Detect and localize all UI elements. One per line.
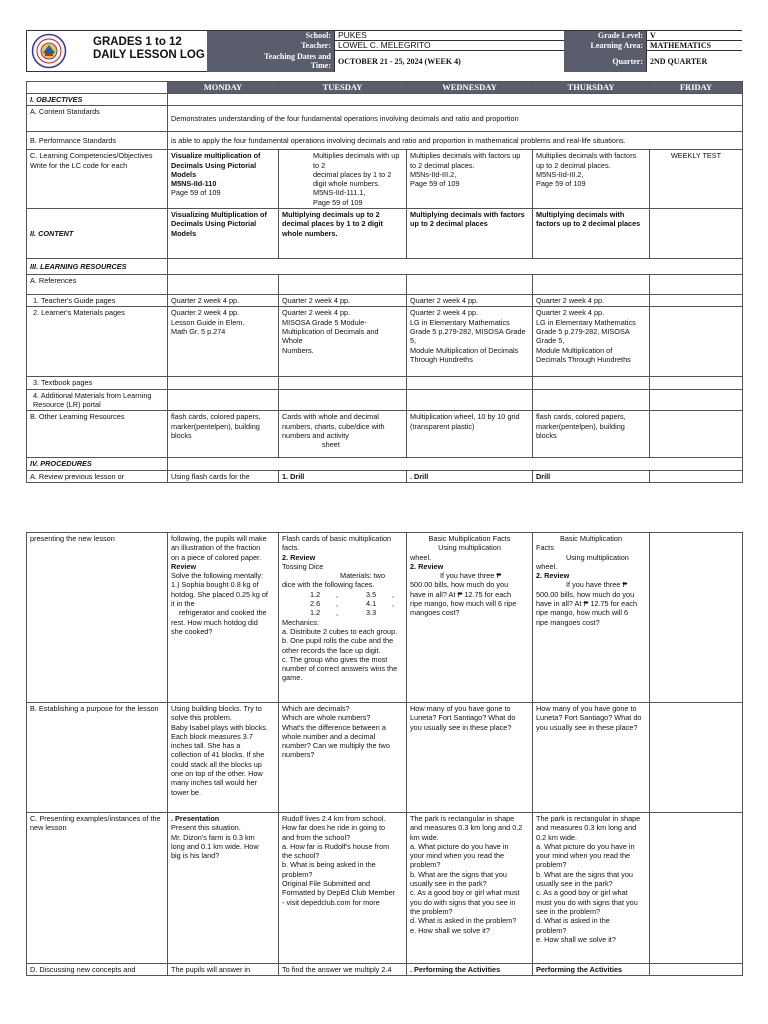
mon-comp-line: Visualize multiplication of bbox=[171, 151, 261, 161]
review-line: wheel. bbox=[536, 561, 558, 571]
objectives-row bbox=[27, 94, 743, 106]
review-line: 1.) Sophia bought 0.8 kg of bbox=[171, 580, 259, 590]
other-line: numbers, charts, cube/dice with bbox=[282, 421, 385, 431]
lm-line: LG in Elementary Mathematics bbox=[536, 317, 636, 327]
review-line: wheel. bbox=[410, 552, 432, 562]
purpose-row bbox=[27, 703, 743, 813]
header-info-grid bbox=[207, 31, 742, 72]
other-resources-row bbox=[27, 411, 743, 458]
purpose-line: Baby Isabel plays with blocks. bbox=[171, 722, 268, 732]
tue-comp-line: digit whole numbers. bbox=[313, 179, 380, 189]
content-row bbox=[27, 209, 743, 259]
dice-face-row bbox=[282, 599, 403, 608]
purpose-line: Luneta? Fort Santiago? What do bbox=[536, 713, 642, 723]
examples-line: usually see in the park? bbox=[410, 879, 487, 889]
review-friday bbox=[650, 533, 743, 703]
thu-comp-code: M5NS-IId-III.2, bbox=[536, 169, 584, 179]
monday-competency bbox=[168, 150, 279, 209]
examples-monday bbox=[168, 813, 279, 964]
grade-level-value: V bbox=[646, 31, 742, 41]
review-line: Materials: two bbox=[340, 571, 386, 581]
examples-friday bbox=[650, 813, 743, 964]
other-line: Cards with whole and decimal bbox=[282, 412, 379, 422]
examples-tuesday bbox=[279, 813, 407, 964]
lm-line: Quarter 2 week 4 pp. bbox=[536, 308, 605, 318]
dice-face: 3.5 bbox=[366, 589, 377, 599]
examples-line: The park is rectangular in shape bbox=[410, 814, 515, 823]
learners-materials-row bbox=[27, 307, 743, 377]
lm-line: Grade 5, bbox=[536, 336, 565, 346]
review-line: it in the bbox=[171, 599, 195, 609]
purpose-line: How many of you have gone to bbox=[410, 704, 511, 713]
purpose-line: Which are decimals? bbox=[282, 704, 350, 713]
purpose-line: tower be. bbox=[171, 787, 202, 797]
lm-line: Through Hundreths bbox=[410, 354, 473, 364]
purpose-monday bbox=[168, 703, 279, 813]
purpose-line: you usually see in these place? bbox=[536, 722, 638, 732]
review-line: an illustration of the fraction bbox=[171, 543, 261, 553]
examples-line: e. How shall we solve it? bbox=[536, 934, 616, 944]
lm-line: 5, bbox=[410, 336, 417, 346]
examples-line: the school? bbox=[282, 851, 320, 861]
examples-line: c. As a good boy or girl what must bbox=[410, 888, 520, 898]
review-line: 500.00 bills, how much do you bbox=[410, 580, 509, 590]
thu-comp-line: up to 2 decimal places. bbox=[536, 160, 611, 170]
examples-line: d. What is asked in the problem? bbox=[410, 916, 517, 926]
lm-line: Module Multiplication of Decimals bbox=[410, 345, 519, 355]
purpose-tuesday bbox=[279, 703, 407, 813]
references-thu bbox=[533, 275, 650, 295]
dates-label bbox=[207, 51, 334, 72]
review-line: Facts bbox=[536, 543, 554, 553]
additional-materials-row bbox=[27, 389, 743, 411]
lm-line: Grade 5 p.279-282, MISOSA Grade bbox=[410, 326, 526, 336]
review-heading: 2. Review bbox=[536, 571, 570, 581]
procedures-empty bbox=[168, 458, 743, 470]
purpose-line: numbers? bbox=[282, 750, 315, 760]
examples-line: problem? bbox=[536, 860, 567, 870]
examples-line: - visit depedclub.com for more bbox=[282, 897, 380, 907]
review-line: Basic Multiplication bbox=[559, 534, 623, 543]
additional-materials-label: 4. Additional Materials from Learning Resource (LR) portal bbox=[27, 389, 168, 411]
review-heading: 2. Review bbox=[410, 561, 444, 571]
section-content: II. CONTENT bbox=[27, 209, 168, 259]
friday-weekly-test: WEEKLY TEST bbox=[650, 150, 743, 209]
purpose-line: What's the difference between a bbox=[282, 722, 386, 732]
lm-line: Lesson Guide in Elem. bbox=[171, 317, 245, 327]
purpose-line: you usually see in these place? bbox=[410, 722, 512, 732]
review-line: c. The group who gives the most bbox=[282, 654, 388, 664]
wed-comp-code: M5Ns-IId-III.2, bbox=[410, 169, 457, 179]
dice-sep: , bbox=[392, 599, 395, 609]
tue-comp-code: M5NS-IId-111.1, bbox=[313, 188, 366, 198]
school-label: School: bbox=[207, 31, 334, 41]
examples-line: your mind when you read the bbox=[536, 851, 631, 861]
procedures-row bbox=[27, 458, 743, 470]
tg-monday: Quarter 2 week 4 pp. bbox=[168, 295, 279, 307]
learning-area-value: MATHEMATICS bbox=[646, 41, 742, 51]
wed-comp-line: to 2 decimal places. bbox=[410, 160, 475, 170]
references-row bbox=[27, 275, 743, 295]
lm-line: Whole bbox=[282, 336, 303, 346]
discuss-tuesday: To find the answer we multiply 2.4 bbox=[279, 964, 407, 976]
performance-standards-row bbox=[27, 132, 743, 150]
review-wednesday-top: . Drill bbox=[407, 470, 533, 482]
tb-thu bbox=[533, 377, 650, 389]
review-line: b. One pupil rolls the cube and the bbox=[282, 636, 394, 646]
examples-line: d. What is asked in the bbox=[536, 916, 610, 926]
review-line: a. Distribute 2 cubes to each group. bbox=[282, 626, 398, 636]
examples-line: and measures 0.3 km long and 0.2 bbox=[410, 823, 523, 833]
content-standards-text: Demonstrates understanding of the four fundamental operations involving decimals and ratio and proportion bbox=[168, 106, 743, 132]
review-line: other records the face up digit. bbox=[282, 645, 381, 655]
examples-line: b. What is being asked in the bbox=[282, 860, 376, 870]
am-fri bbox=[650, 389, 743, 411]
purpose-line: Luneta? Fort Santiago? What do bbox=[410, 713, 516, 723]
section-objectives: I. OBJECTIVES bbox=[27, 94, 168, 106]
examples-line: big is his land? bbox=[171, 851, 220, 861]
objectives-empty bbox=[168, 94, 743, 106]
purpose-line: whole number and a decimal bbox=[282, 731, 376, 741]
resources-empty bbox=[168, 259, 743, 275]
review-wednesday bbox=[407, 533, 533, 703]
tue-comp-page: Page 59 of 109 bbox=[313, 197, 363, 207]
examples-line: Rudolf lives 2.4 km from school. bbox=[282, 814, 386, 823]
review-line: ripe mangoes cost? bbox=[536, 617, 600, 627]
tue-comp-line: decimal places by 1 to 2 bbox=[313, 169, 392, 179]
review-friday-top bbox=[650, 470, 743, 482]
review-line: following, the pupils will make bbox=[171, 534, 267, 543]
purpose-line: could stack all the blocks up bbox=[171, 759, 262, 769]
review-tuesday bbox=[279, 533, 407, 703]
purpose-line: number? Can we multiply the two bbox=[282, 741, 390, 751]
competencies-label: C. Learning Competencies/Objectives Write for the LC code for each bbox=[27, 150, 168, 209]
review-line: 500.00 bills, how much do you bbox=[536, 589, 635, 599]
thursday-content: Multiplying decimals with factors up to 2 decimal places bbox=[533, 209, 650, 259]
other-monday: flash cards, colored papers, marker(pentelpen), building blocks bbox=[168, 411, 279, 458]
discuss-monday: The pupils will answer in bbox=[168, 964, 279, 976]
dice-sep: , bbox=[336, 589, 339, 599]
examples-line: How far does he ride in going to bbox=[282, 823, 386, 833]
performance-standards-text: is able to apply the four fundamental operations involving decimals and ratio and proportion in mathematical problems and real-life situations. bbox=[168, 132, 743, 150]
review-line: If you have three ₱ bbox=[566, 580, 628, 590]
examples-line: problem? bbox=[410, 860, 441, 870]
review-line: number of correct answers wins the bbox=[282, 664, 398, 674]
teachers-guide-row bbox=[27, 295, 743, 307]
thu-comp-line: Multiplies decimals with factors bbox=[536, 151, 637, 161]
review-heading: 2. Review bbox=[282, 552, 316, 562]
lm-wednesday bbox=[407, 307, 533, 377]
examples-line: b. What are the signs that you bbox=[536, 869, 633, 879]
lesson-log-table-page-1 bbox=[26, 81, 743, 483]
am-tue bbox=[279, 389, 407, 411]
mon-comp-line: Decimals Using Pictorial bbox=[171, 160, 257, 170]
examples-line: 0.2 km wide. bbox=[536, 832, 577, 842]
references-label: A. References bbox=[27, 275, 168, 295]
examples-line: long and 0.1 km wide. How bbox=[171, 841, 259, 851]
section-procedures: IV. PROCEDURES bbox=[27, 458, 168, 470]
lesson-log-table-page-2 bbox=[26, 532, 743, 976]
examples-line: a. How far is Rudolf's house from bbox=[282, 841, 390, 851]
am-mon bbox=[168, 389, 279, 411]
lm-line: Decimals Through Hundreths bbox=[536, 354, 631, 364]
references-mon bbox=[168, 275, 279, 295]
deped-seal-icon bbox=[29, 33, 69, 69]
dates-label-line-1: Teaching Dates and bbox=[264, 52, 331, 61]
day-header-thursday: THURSDAY bbox=[533, 82, 650, 94]
examples-line: c. As a good boy or girl what bbox=[536, 888, 628, 898]
friday-content bbox=[650, 209, 743, 259]
purpose-wednesday bbox=[407, 703, 533, 813]
review-line: Solve the following mentally: bbox=[171, 571, 264, 581]
examples-line: your mind when you read the bbox=[410, 851, 505, 861]
other-tuesday bbox=[279, 411, 407, 458]
content-standards-label: A. Content Standards bbox=[27, 106, 168, 132]
review-line: If you have three ₱ bbox=[440, 571, 502, 581]
teachers-guide-label: 1. Teacher's Guide pages bbox=[27, 295, 168, 307]
mon-comp-code: M5NS-IId-110 bbox=[171, 179, 217, 189]
wednesday-content: Multiplying decimals with factors up to 2 decimal places bbox=[407, 209, 533, 259]
performance-standards-label: B. Performance Standards bbox=[27, 132, 168, 150]
references-fri bbox=[650, 275, 743, 295]
other-thursday: flash cards, colored papers, marker(pentelpen), building blocks bbox=[533, 411, 650, 458]
dice-face-row bbox=[282, 608, 403, 617]
lm-line: Module Multiplication of bbox=[536, 345, 613, 355]
dice-face: 2.6 bbox=[310, 599, 321, 609]
dates-label-line-2: Time: bbox=[310, 61, 331, 70]
day-header-row bbox=[27, 82, 743, 94]
examples-line: problem? bbox=[282, 869, 313, 879]
examples-line: must you do with signs that you bbox=[536, 897, 638, 907]
review-monday bbox=[168, 533, 279, 703]
discuss-label: D. Discussing new concepts and bbox=[27, 964, 168, 976]
review-line: hotdog. She placed 0.25 kg of bbox=[171, 589, 268, 599]
examples-line: and from the school? bbox=[282, 832, 351, 842]
examples-line: problem? bbox=[536, 925, 567, 935]
day-header-tuesday: TUESDAY bbox=[279, 82, 407, 94]
mon-comp-line: Models bbox=[171, 169, 197, 179]
quarter-value: 2ND QUARTER bbox=[646, 51, 742, 72]
tg-thursday: Quarter 2 week 4 pp. bbox=[533, 295, 650, 307]
lm-line: Quarter 2 week 4 pp. bbox=[410, 308, 479, 318]
review-heading: Review bbox=[171, 561, 197, 571]
examples-line: you do with signs that you see in bbox=[410, 897, 516, 907]
lm-monday bbox=[168, 307, 279, 377]
review-line: Tossing Dice bbox=[282, 561, 324, 571]
lm-line: Quarter 2 week 4 pp. bbox=[171, 308, 240, 318]
review-line: she cooked? bbox=[171, 626, 213, 636]
day-header-wednesday: WEDNESDAY bbox=[407, 82, 533, 94]
tb-fri bbox=[650, 377, 743, 389]
tb-mon bbox=[168, 377, 279, 389]
purpose-line: inches tall. She has a bbox=[171, 741, 241, 751]
purpose-line: Each block measures 3.7 bbox=[171, 731, 253, 741]
examples-wednesday bbox=[407, 813, 533, 964]
discuss-wednesday: . Performing the Activities bbox=[407, 964, 533, 976]
thu-comp-page: Page 59 of 109 bbox=[536, 179, 586, 189]
header-title bbox=[93, 36, 205, 62]
day-header-monday: MONDAY bbox=[168, 82, 279, 94]
purpose-line: solve this problem. bbox=[171, 713, 232, 723]
examples-line: km wide. bbox=[410, 832, 439, 842]
review-line: Using multiplication bbox=[566, 552, 629, 562]
review-line: rest. How much hotdog did bbox=[171, 617, 258, 627]
review-line: facts. bbox=[282, 543, 300, 553]
dice-sep: , bbox=[336, 599, 339, 609]
lm-line: Multiplication of Decimals and bbox=[282, 326, 379, 336]
dice-face: 4.1 bbox=[366, 599, 377, 609]
examples-row bbox=[27, 813, 743, 964]
examples-line: a. What picture do you have in bbox=[536, 841, 635, 851]
quarter-label: Quarter: bbox=[564, 51, 646, 72]
purpose-line: many inches tall would her bbox=[171, 778, 257, 788]
lm-line: Math Gr. 5 p.274 bbox=[171, 326, 226, 336]
other-line: numbers and activity bbox=[282, 430, 349, 440]
tb-wed bbox=[407, 377, 533, 389]
review-line: mangoes cost? bbox=[410, 608, 460, 618]
examples-line: Mr. Dizon's farm is 0.3 km bbox=[171, 832, 255, 842]
examples-line: usually see in the park? bbox=[536, 879, 613, 889]
dice-face: 1.2 bbox=[310, 608, 321, 618]
purpose-thursday bbox=[533, 703, 650, 813]
school-value: PUKES bbox=[334, 31, 564, 41]
review-line: have in all? At ₱ 12.75 for each bbox=[410, 589, 512, 599]
blank-header-cell bbox=[27, 82, 168, 94]
title-line-2: DAILY LESSON LOG bbox=[93, 49, 205, 61]
review-tuesday-top: 1. Drill bbox=[279, 470, 407, 482]
day-header-friday: FRIDAY bbox=[650, 82, 743, 94]
purpose-line: one on top of the other. How bbox=[171, 769, 263, 779]
review-line: have in all? At ₱ 12.75 for each bbox=[536, 599, 638, 609]
review-label: A. Review previous lesson or bbox=[27, 470, 168, 482]
tb-tue bbox=[279, 377, 407, 389]
examples-line: The park is rectangular in shape bbox=[536, 814, 641, 823]
dates-value: OCTOBER 21 - 25, 2024 (WEEK 4) bbox=[334, 51, 564, 72]
textbook-row bbox=[27, 377, 743, 389]
wed-comp-line: Multiplies decimals with factors up bbox=[410, 151, 521, 161]
purpose-line: Which are whole numbers? bbox=[282, 713, 371, 723]
textbook-label: 3. Textbook pages bbox=[27, 377, 168, 389]
mon-comp-page: Page 59 of 109 bbox=[171, 188, 221, 198]
learning-area-label: Learning Area: bbox=[564, 41, 646, 51]
learners-materials-label: 2. Learner's Materials pages bbox=[27, 307, 168, 377]
purpose-line: Using building blocks. Try to bbox=[171, 704, 262, 713]
purpose-friday bbox=[650, 703, 743, 813]
competencies-row bbox=[27, 150, 743, 209]
lm-friday bbox=[650, 307, 743, 377]
purpose-line: How many of you have gone to bbox=[536, 704, 637, 713]
examples-label: C. Presenting examples/instances of the new lesson bbox=[27, 813, 168, 964]
review-line: game. bbox=[282, 673, 303, 683]
references-wed bbox=[407, 275, 533, 295]
examples-heading: . Presentation bbox=[171, 814, 220, 823]
wednesday-competency bbox=[407, 150, 533, 209]
teacher-label: Teacher: bbox=[207, 41, 334, 51]
tg-tuesday: Quarter 2 week 4 pp. bbox=[279, 295, 407, 307]
review-line: Using multiplication bbox=[438, 543, 501, 553]
purpose-line: collection of 41 blocks. If she bbox=[171, 750, 265, 760]
examples-line: b. What are the signs that you bbox=[410, 869, 507, 879]
discuss-row bbox=[27, 964, 743, 976]
review-line: Mechanics: bbox=[282, 617, 319, 627]
review-line: ripe mango, how much will 6 bbox=[536, 608, 629, 618]
examples-line: Present this situation. bbox=[171, 823, 241, 833]
review-row-top bbox=[27, 470, 743, 482]
discuss-friday bbox=[650, 964, 743, 976]
examples-line: Formatted by DepEd Club Member bbox=[282, 888, 396, 898]
review-line: refrigerator and cooked the bbox=[179, 608, 267, 618]
discuss-thursday: Performing the Activities bbox=[533, 964, 650, 976]
dice-sep: , bbox=[336, 608, 339, 618]
dice-face: 3.3 bbox=[366, 608, 377, 618]
examples-line: e. How shall we solve it? bbox=[410, 925, 490, 935]
review-thursday bbox=[533, 533, 650, 703]
lm-tuesday bbox=[279, 307, 407, 377]
thursday-competency bbox=[533, 150, 650, 209]
header-block bbox=[26, 30, 742, 72]
section-learning-resources: III. LEARNING RESOURCES bbox=[27, 259, 168, 275]
other-friday bbox=[650, 411, 743, 458]
content-standards-row bbox=[27, 106, 743, 132]
lm-line: MISOSA Grade 5 Module- bbox=[282, 317, 367, 327]
teacher-value: LOWEL C. MELEGRITO bbox=[334, 41, 564, 51]
lm-line: Numbers. bbox=[282, 345, 314, 355]
review-label-cont: presenting the new lesson bbox=[27, 533, 168, 703]
am-thu bbox=[533, 389, 650, 411]
tue-comp-line: Multiplies decimals with up to 2 bbox=[313, 151, 400, 170]
review-thursday-top: Drill bbox=[533, 470, 650, 482]
title-line-1: GRADES 1 to 12 bbox=[93, 36, 182, 48]
purpose-label: B. Establishing a purpose for the lesson bbox=[27, 703, 168, 813]
review-line: Flash cards of basic multiplication bbox=[282, 534, 392, 543]
examples-line: see in the problem? bbox=[536, 906, 601, 916]
resources-row bbox=[27, 259, 743, 275]
examples-line: and measures 0.3 km long and bbox=[536, 823, 637, 833]
dice-face-row bbox=[282, 590, 403, 599]
examples-line: the problem? bbox=[410, 906, 453, 916]
review-line: Basic Multiplication Facts bbox=[428, 534, 511, 543]
review-line: on a piece of colored paper. bbox=[171, 552, 262, 562]
lm-line: LG in Elementary Mathematics bbox=[410, 317, 510, 327]
other-line: sheet bbox=[322, 440, 340, 450]
lm-thursday bbox=[533, 307, 650, 377]
monday-content: Visualizing Multiplication of Decimals Using Pictorial Models bbox=[168, 209, 279, 259]
tuesday-competency bbox=[279, 150, 407, 209]
tuesday-content: Multiplying decimals up to 2 decimal places by 1 to 2 digit whole numbers. bbox=[279, 209, 407, 259]
review-line: dice with the following faces. bbox=[282, 580, 375, 590]
grade-level-label: Grade Level: bbox=[564, 31, 646, 41]
tg-wednesday: Quarter 2 week 4 pp. bbox=[407, 295, 533, 307]
review-monday-top: Using flash cards for the bbox=[168, 470, 279, 482]
dice-face: 1.2 bbox=[310, 589, 321, 599]
lm-line: Grade 5 p.279-282, MISOSA bbox=[536, 326, 630, 336]
wed-comp-page: Page 59 of 109 bbox=[410, 179, 460, 189]
other-wednesday: Multiplication wheel, 10 by 10 grid (transparent plastic) bbox=[407, 411, 533, 458]
other-resources-label: B. Other Learning Resources bbox=[27, 411, 168, 458]
references-tue bbox=[279, 275, 407, 295]
am-wed bbox=[407, 389, 533, 411]
review-row bbox=[27, 533, 743, 703]
lm-line: Quarter 2 week 4 pp. bbox=[282, 308, 351, 318]
dice-sep: , bbox=[392, 589, 395, 599]
examples-line: a. What picture do you have in bbox=[410, 841, 509, 851]
tg-friday bbox=[650, 295, 743, 307]
review-line: ripe mango, how much will 6 ripe bbox=[410, 599, 517, 609]
examples-thursday bbox=[533, 813, 650, 964]
examples-line: Original File Submitted and bbox=[282, 879, 371, 889]
